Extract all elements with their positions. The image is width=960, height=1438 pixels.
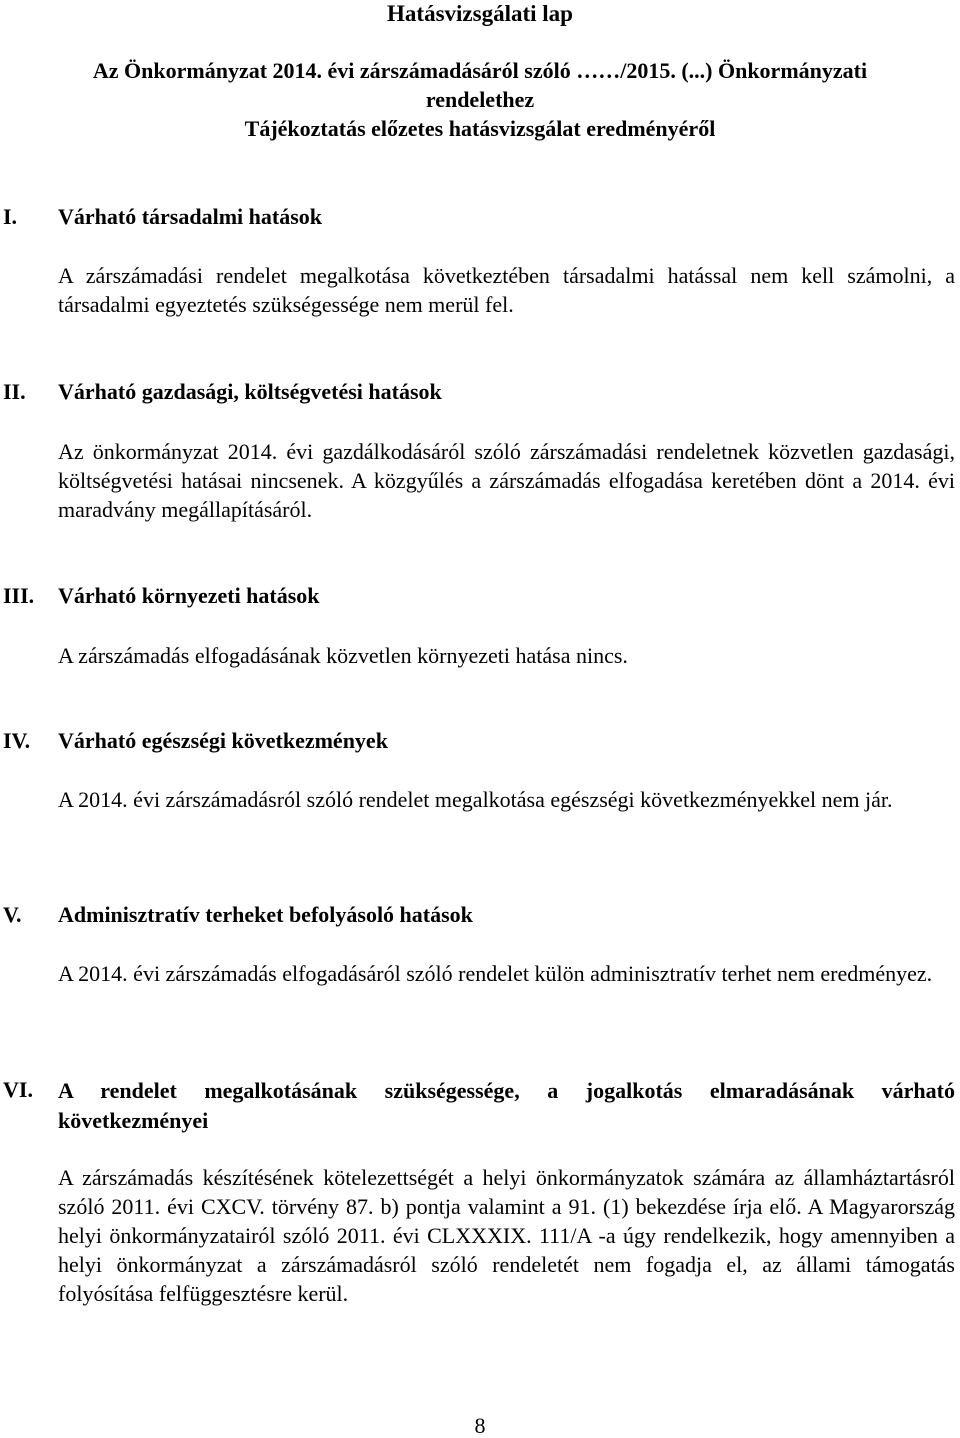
document-subtitle-line-3: Tájékoztatás előzetes hatásvizsgálat eredményéről (244, 116, 716, 141)
section-4-title: Várható egészségi következmények (58, 728, 388, 753)
section-5-text: A 2014. évi zárszámadás elfogadásáról szóló rendelet külön adminisztratív terhet nem eredményez. (58, 961, 933, 986)
document-subtitle-line-1: Az Önkormányzat 2014. évi zárszámadásáról szóló ……/2015. (...) Önkormányzati (92, 58, 868, 83)
section-2-text: Az önkormányzat 2014. évi gazdálkodásáról szóló zárszámadási rendeletnek közvetlen gazdasági, költségvetési hatásai nincsenek. A közgyűlés a zárszámadás elfogadása keretében dönt a 2014. évi maradvány megállapításáról. (58, 439, 955, 522)
section-6-title: A rendelet megalkotásának szükségessége, a jogalkotás elmaradásának várható következményei (58, 1078, 955, 1133)
section-5-title: Adminisztratív terheket befolyásoló hatások (58, 902, 473, 927)
section-2-title: Várható gazdasági, költségvetési hatások (58, 379, 442, 404)
section-3-number: III. (3, 583, 35, 608)
section-3-title: Várható környezeti hatások (58, 583, 320, 608)
section-4-text: A 2014. évi zárszámadásról szóló rendelet megalkotása egészségi következményekkel nem jár. (58, 787, 893, 812)
section-3-text: A zárszámadás elfogadásának közvetlen környezeti hatása nincs. (58, 643, 628, 668)
document-subtitle-line-2: rendelethez (425, 87, 535, 112)
section-1-text: A zárszámadási rendelet megalkotása következtében társadalmi hatással nem kell számolni, a társadalmi egyeztetés szükségessége nem merül fel. (58, 263, 955, 317)
section-1-title: Várható társadalmi hatások (58, 204, 323, 229)
section-4-number: IV. (3, 728, 31, 753)
page-number: 8 (474, 1413, 486, 1438)
section-6-text: A zárszámadás készítésének kötelezettségét a helyi önkormányzatok számára az államháztartásról szóló 2011. évi CXCV. törvény 87. b) pontja valamint a 91. (1) bekezdése írja elő. A Magyarország helyi önkormányzatairól szóló 2011. évi CLXXXIX. 111/A -a úgy rendelkezik, hogy amennyiben a helyi önkormányzat a zárszámadásról szóló rendeletét nem fogadja el, az állami támogatás folyósítása felfüggesztésre kerül. (58, 1165, 955, 1306)
section-5-number: V. (3, 902, 22, 927)
section-2-number: II. (3, 379, 26, 404)
section-1-number: I. (3, 204, 18, 229)
document-title: Hatásvizsgálati lap (387, 1, 573, 26)
section-6-number: VI. (3, 1077, 33, 1102)
